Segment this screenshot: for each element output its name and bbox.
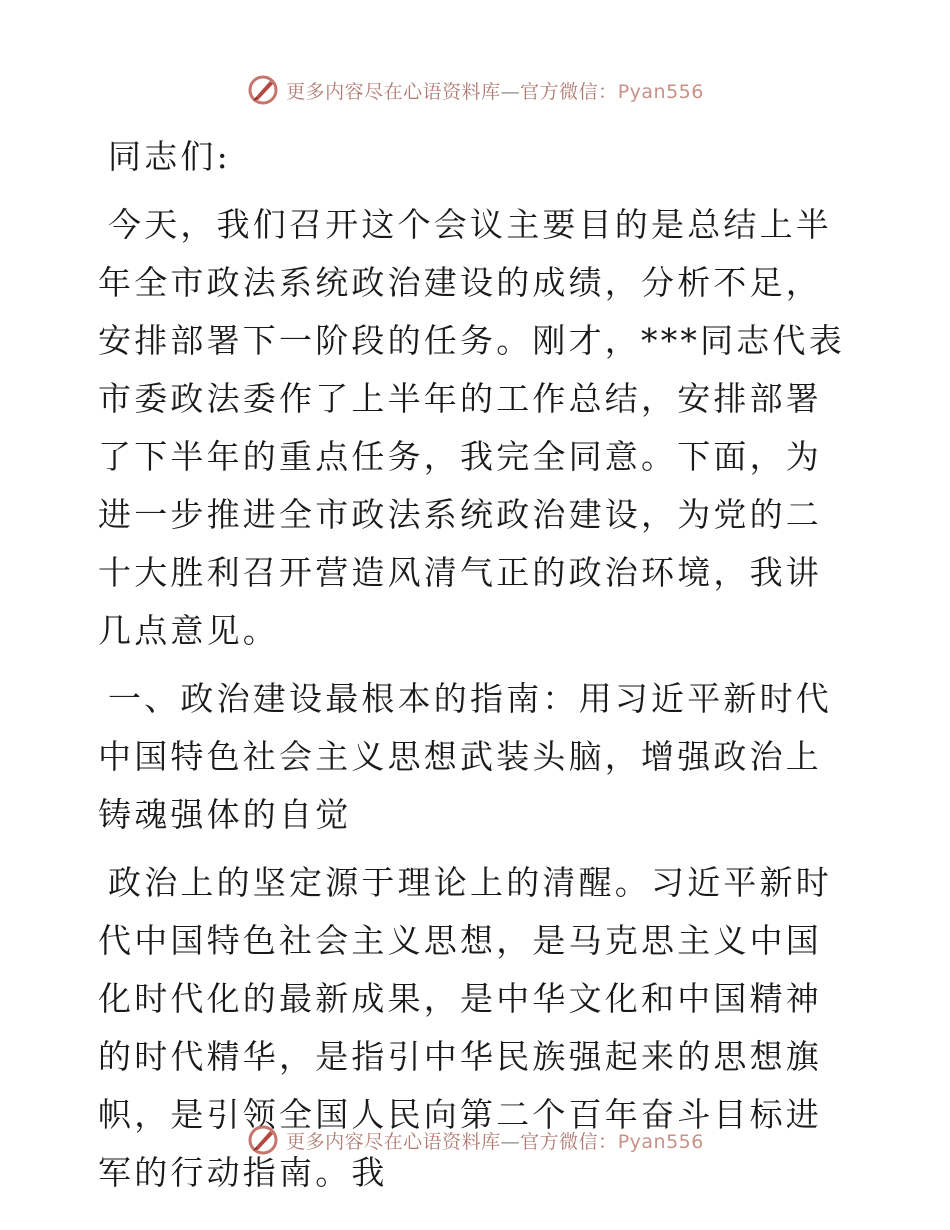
quill-pen-logo-icon [246, 73, 280, 107]
watermark-text [286, 1127, 704, 1154]
watermark-wechat-id: Pyan556 [617, 80, 704, 103]
greeting: 同志们: [108, 137, 231, 176]
quill-pen-logo-icon [246, 1123, 280, 1157]
header-watermark [0, 70, 950, 110]
document-body [98, 128, 858, 1212]
footer-watermark [0, 1120, 950, 1160]
paragraph-intro: 今天，我们召开这个会议主要目的是总结上半年全市政法系统政治建设的成绩，分析不足，安排部署下一阶段的任务。刚才，***同志代表市委政法委作了上半年的工作总结，安排部署了下半年的重点任务，我完全同意。下面，为进一步推进全市政法系统政治建设，为党的二十大胜利召开营造风清气正的政治环境，我讲几点意见。 [98, 205, 845, 650]
watermark-brand: 更多内容尽在心语资料库 [286, 1130, 501, 1153]
watermark-brand: 更多内容尽在心语资料库 [286, 80, 501, 103]
watermark-dash: — [500, 80, 521, 103]
watermark-text [286, 77, 704, 104]
watermark-dash: — [500, 1130, 521, 1153]
paragraph-theory: 政治上的坚定源于理论上的清醒。习近平新时代中国特色社会主义思想，是马克思主义中国化时代化的最新成果，是中华文化和中国精神的时代精华，是指引中华民族强起来的思想旗帜，是引领全国人民向第二个百年奋斗目标进军的行动指南。我 [98, 863, 832, 1192]
watermark-wechat-id: Pyan556 [617, 1130, 704, 1153]
watermark-label: 官方微信： [520, 80, 618, 103]
section-heading-1: 一、政治建设最根本的指南：用习近平新时代中国特色社会主义思想武装头脑，增强政治上铸魂强体的自觉 [98, 679, 832, 834]
watermark-label: 官方微信： [520, 1130, 618, 1153]
